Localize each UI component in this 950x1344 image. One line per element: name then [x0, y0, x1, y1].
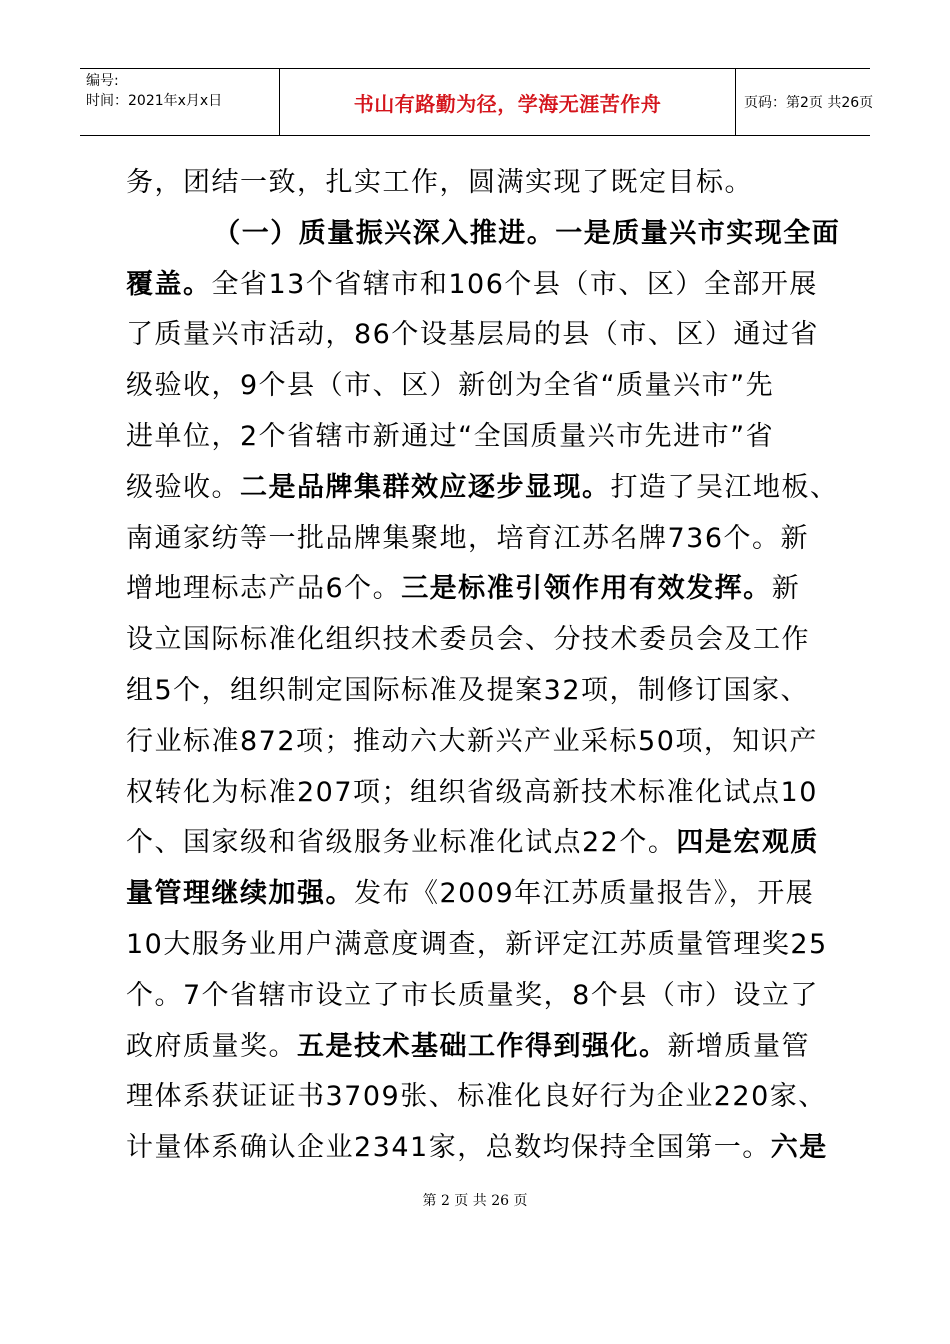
bold-text-segment: 六是 [770, 1132, 828, 1164]
body-line [126, 463, 839, 514]
serial-label: 编号: [86, 73, 119, 89]
text-segment: 10大服务业用户满意度调查，新评定江苏质量管理奖25 [126, 928, 828, 960]
text-segment: 新 [771, 573, 801, 605]
text-segment: 新增质量管 [667, 1030, 810, 1062]
header-meta-cell [80, 69, 280, 135]
header-page-cell [736, 69, 874, 135]
text-segment: 设立国际标准化组织技术委员会、分技术委员会及工作 [126, 624, 810, 656]
body-line [126, 260, 836, 311]
text-segment: 理体系获证证书3709张、标准化良好行为企业220家、 [126, 1081, 827, 1113]
text-segment: 南通家纺等一批品牌集聚地，培育江苏名牌736个。新 [126, 522, 810, 554]
text-segment: 政府质量奖。 [126, 1030, 297, 1062]
body-line [126, 361, 836, 412]
bold-text-segment: （一）质量振兴深入推进。一是质量兴市实现全面 [126, 217, 841, 249]
text-segment: 了质量兴市活动，86个设基层局的县（市、区）通过省 [126, 319, 819, 351]
text-segment: 务，团结一致，扎实工作，圆满实现了既定目标。 [126, 167, 753, 198]
body-line [126, 666, 836, 717]
bold-text-segment: 五是技术基础工作得到强化。 [297, 1030, 668, 1062]
text-segment: 计量体系确认企业2341家，总数均保持全国第一。 [126, 1132, 771, 1164]
text-segment: 个。7个省辖市设立了市长质量奖，8个县（市）设立了 [126, 979, 819, 1011]
text-segment: 级验收，9个县（市、区）新创为全省“质量兴市”先 [126, 370, 775, 402]
text-segment: 进单位，2个省辖市新通过“全国质量兴市先进市”省 [126, 420, 775, 452]
bold-text-segment: 二是品牌集群效应逐步显现。 [240, 471, 611, 503]
body-line [126, 717, 836, 768]
document-body [126, 158, 841, 1174]
body-line [126, 869, 836, 920]
bold-text-segment: 量管理继续加强。 [126, 878, 354, 910]
body-line [126, 920, 836, 971]
body-line [126, 818, 836, 869]
text-segment: 行业标准872项；推动六大新兴产业采标50项，知识产 [126, 725, 818, 757]
page-footer: 第 2 页 共 26 页 [422, 1193, 528, 1209]
bold-text-segment: 覆盖。 [126, 268, 212, 300]
body-line [126, 1072, 836, 1123]
text-segment: 打造了吴江地板、 [610, 471, 839, 503]
text-segment: 权转化为标准207项；组织省级高新技术标准化试点10 [126, 776, 818, 808]
header-motto-cell [280, 69, 736, 135]
text-segment: 发布《2009年江苏质量报告》，开展 [354, 878, 815, 910]
body-line [126, 158, 836, 209]
body-line [126, 514, 836, 565]
body-line [126, 310, 836, 361]
body-line [126, 412, 836, 463]
body-line [126, 971, 836, 1022]
bold-text-segment: 四是宏观质 [676, 827, 819, 859]
body-line [126, 1123, 836, 1174]
body-line [126, 768, 836, 819]
body-line [126, 209, 841, 260]
text-segment: 全省13个省辖市和106个县（市、区）全部开展 [211, 268, 818, 300]
body-line [126, 564, 836, 615]
header-table [80, 68, 874, 136]
body-line [126, 615, 836, 666]
body-line [126, 1022, 836, 1073]
text-segment: 个、国家级和省级服务业标准化试点22个。 [126, 827, 677, 859]
text-segment: 级验收。 [126, 471, 240, 503]
motto-text: 书山有路勤为径，学海无涯苦作舟 [353, 91, 662, 116]
time-label: 时间：2021年x月x日 [86, 93, 223, 109]
text-segment: 组5个，组织制定国际标准及提案32项，制修订国家、 [126, 674, 810, 706]
page-info: 页码：第2页 共26页 [744, 95, 874, 111]
bold-text-segment: 三是标准引领作用有效发挥。 [401, 573, 772, 605]
text-segment: 增地理标志产品6个。 [126, 573, 402, 605]
